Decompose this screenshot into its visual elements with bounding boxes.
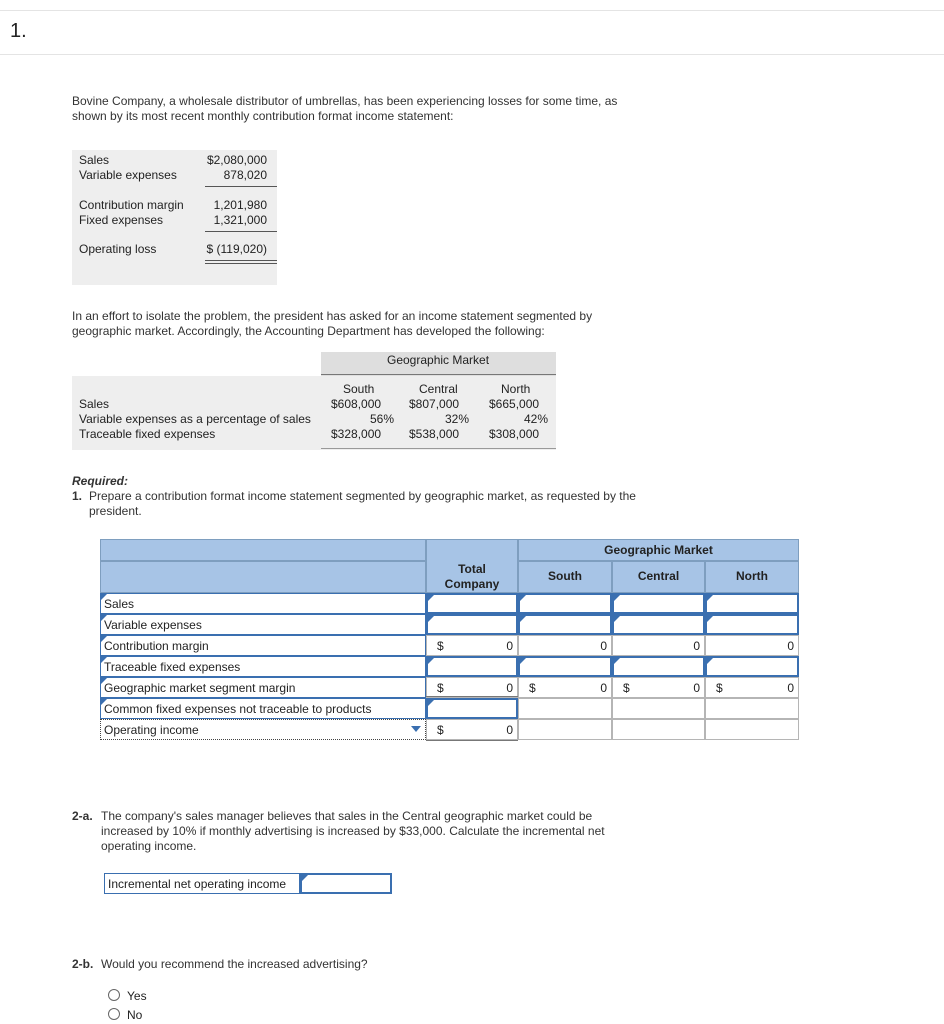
segment-row-label: Variable expenses as a percentage of sales	[79, 412, 311, 426]
segment-row-label: Traceable fixed expenses	[79, 427, 216, 441]
input-marker	[707, 616, 713, 622]
summary-value: 878,020	[223, 168, 267, 182]
row-label: Common fixed expenses not traceable to products	[104, 702, 372, 716]
table-row	[100, 677, 799, 698]
row-label-cell[interactable]	[100, 677, 426, 698]
currency-symbol: $	[437, 639, 444, 653]
intro-line-2: shown by its most recent monthly contribution format income statement:	[72, 109, 454, 123]
segment-col-north: North	[501, 382, 531, 396]
segment-value: 32%	[445, 412, 470, 426]
segment-col-south: South	[343, 382, 375, 396]
summary-double-rule	[205, 260, 277, 261]
south-input[interactable]	[518, 614, 612, 635]
col-south-label: South	[548, 569, 582, 583]
incremental-income-row	[104, 873, 392, 894]
central-computed	[612, 677, 705, 698]
total-computed	[426, 719, 518, 740]
segment-value: $328,000	[331, 427, 382, 441]
central-input[interactable]	[612, 614, 705, 635]
central-empty	[612, 719, 705, 740]
total-input[interactable]	[426, 698, 518, 719]
input-marker	[520, 616, 526, 622]
input-marker	[520, 595, 526, 601]
row-label: Sales	[104, 597, 135, 611]
col-north-label: North	[736, 569, 768, 583]
computed-value: 0	[506, 681, 513, 695]
segment-data-table	[72, 352, 556, 450]
total-computed	[426, 635, 518, 656]
total-computed	[426, 677, 518, 698]
summary-label: Contribution margin	[79, 198, 184, 212]
summary-label: Fixed expenses	[79, 213, 164, 227]
col-total-label: Total	[458, 562, 486, 576]
north-input[interactable]	[705, 593, 799, 614]
segment-col-central: Central	[419, 382, 458, 396]
header-blank-top	[100, 539, 426, 561]
summary-value: $2,080,000	[206, 153, 267, 167]
row-label: Geographic market segment margin	[104, 681, 296, 695]
computed-value: 0	[693, 681, 700, 695]
south-empty	[518, 698, 612, 719]
central-empty	[612, 698, 705, 719]
currency-symbol: $	[623, 681, 630, 695]
computed-value: 0	[600, 639, 607, 653]
col-central-label: Central	[637, 569, 680, 583]
north-computed	[705, 635, 799, 656]
currency-symbol: $	[716, 681, 723, 695]
central-computed	[612, 635, 705, 656]
table-row	[100, 635, 799, 656]
south-input[interactable]	[518, 656, 612, 677]
table-row	[100, 593, 799, 614]
segment-row-label: Sales	[79, 397, 110, 411]
total-input[interactable]	[426, 593, 518, 614]
segment-value: $807,000	[409, 397, 460, 411]
input-marker	[428, 658, 434, 664]
segment-value: 56%	[370, 412, 395, 426]
q2b-question: Would you recommend the increased advertising?	[101, 957, 368, 971]
q2b-number: 2-b.	[72, 957, 94, 971]
segment-value: $538,000	[409, 427, 460, 441]
currency-symbol: $	[529, 681, 536, 695]
summary-income-statement	[72, 150, 277, 285]
summary-label: Sales	[79, 153, 110, 167]
computed-value: 0	[693, 639, 700, 653]
input-marker	[428, 616, 434, 622]
south-empty	[518, 719, 612, 740]
table-row	[100, 656, 799, 677]
segment-value: $665,000	[489, 397, 540, 411]
input-marker	[614, 595, 620, 601]
required-heading: Required:	[72, 474, 129, 488]
summary-value: $ (119,020)	[206, 242, 267, 256]
segment-header-rule	[321, 374, 556, 375]
q2a-number: 2-a.	[72, 809, 93, 823]
table-row	[100, 719, 799, 740]
segmented-income-statement-table	[100, 539, 799, 743]
q2a-line-2: increased by 10% if monthly advertising is increased by $33,000. Calculate the incremental net	[101, 824, 605, 838]
required-item-line-1: Prepare a contribution format income statement segmented by geographic market, as requested by the	[89, 489, 636, 503]
col-company-label: Company	[444, 577, 500, 591]
radio-no[interactable]	[108, 1008, 120, 1020]
dropdown-arrow-icon[interactable]	[411, 726, 421, 732]
segment-value: $608,000	[331, 397, 382, 411]
south-input[interactable]	[518, 593, 612, 614]
north-input[interactable]	[705, 656, 799, 677]
input-marker	[614, 616, 620, 622]
incremental-income-input[interactable]	[300, 873, 392, 894]
row-label: Operating income	[104, 723, 199, 737]
north-empty	[705, 698, 799, 719]
intro-line-1: Bovine Company, a wholesale distributor of umbrellas, has been experiencing losses for some time, as	[72, 94, 618, 108]
segment-group-header: Geographic Market	[387, 353, 490, 367]
incremental-income-label-cell	[104, 873, 300, 894]
question-number: 1.	[10, 20, 27, 42]
row-label-cell[interactable]	[100, 635, 426, 656]
input-marker	[614, 658, 620, 664]
row-label-dropdown[interactable]	[100, 719, 426, 740]
central-input[interactable]	[612, 656, 705, 677]
subtotal-rule	[426, 696, 518, 697]
row-label: Variable expenses	[104, 618, 202, 632]
south-computed	[518, 635, 612, 656]
q2a-line-1: The company's sales manager believes that sales in the Central geographic market could be	[101, 809, 593, 823]
incremental-income-label: Incremental net operating income	[108, 877, 287, 891]
row-label-cell[interactable]	[100, 698, 426, 719]
input-marker	[707, 595, 713, 601]
summary-rule	[205, 231, 277, 232]
currency-symbol: $	[437, 723, 444, 737]
required-item-number: 1.	[72, 489, 83, 503]
central-input[interactable]	[612, 593, 705, 614]
summary-label: Variable expenses	[79, 168, 177, 182]
input-marker	[428, 700, 434, 706]
input-marker	[302, 875, 308, 881]
total-input[interactable]	[426, 656, 518, 677]
computed-value: 0	[600, 681, 607, 695]
south-computed	[518, 677, 612, 698]
effort-line-1: In an effort to isolate the problem, the president has asked for an income statement segmented by	[72, 309, 593, 323]
top-divider	[0, 10, 944, 11]
effort-line-2: geographic market. Accordingly, the Accounting Department has developed the following:	[72, 324, 545, 338]
total-double-rule	[426, 740, 518, 741]
row-label-cell[interactable]	[100, 614, 426, 635]
input-marker	[520, 658, 526, 664]
row-label: Traceable fixed expenses	[104, 660, 241, 674]
computed-value: 0	[506, 723, 513, 737]
input-marker	[428, 595, 434, 601]
summary-rule	[205, 186, 277, 187]
north-computed	[705, 677, 799, 698]
currency-symbol: $	[437, 681, 444, 695]
table-row	[100, 614, 799, 635]
input-marker	[707, 658, 713, 664]
section-divider	[0, 54, 944, 55]
table-row	[100, 698, 799, 719]
header-blank-bottom	[100, 561, 426, 593]
computed-value: 0	[787, 639, 794, 653]
segment-value: 42%	[524, 412, 549, 426]
required-item-line-2: president.	[89, 504, 142, 518]
segment-value: $308,000	[489, 427, 540, 441]
total-input[interactable]	[426, 614, 518, 635]
summary-label: Operating loss	[79, 242, 157, 256]
summary-value: 1,321,000	[213, 213, 267, 227]
summary-value: 1,201,980	[213, 198, 267, 212]
row-label-cell[interactable]	[100, 593, 426, 614]
north-empty	[705, 719, 799, 740]
computed-value: 0	[787, 681, 794, 695]
radio-yes-label[interactable]: Yes	[127, 989, 147, 1003]
computed-value: 0	[506, 639, 513, 653]
row-label: Contribution margin	[104, 639, 209, 653]
geographic-market-header: Geographic Market	[604, 543, 713, 557]
row-label-cell[interactable]	[100, 656, 426, 677]
radio-no-label[interactable]: No	[127, 1008, 143, 1022]
q2a-line-3: operating income.	[101, 839, 197, 853]
north-input[interactable]	[705, 614, 799, 635]
segment-bottom-rule	[321, 448, 556, 449]
radio-yes[interactable]	[108, 989, 120, 1001]
summary-double-rule	[205, 263, 277, 264]
